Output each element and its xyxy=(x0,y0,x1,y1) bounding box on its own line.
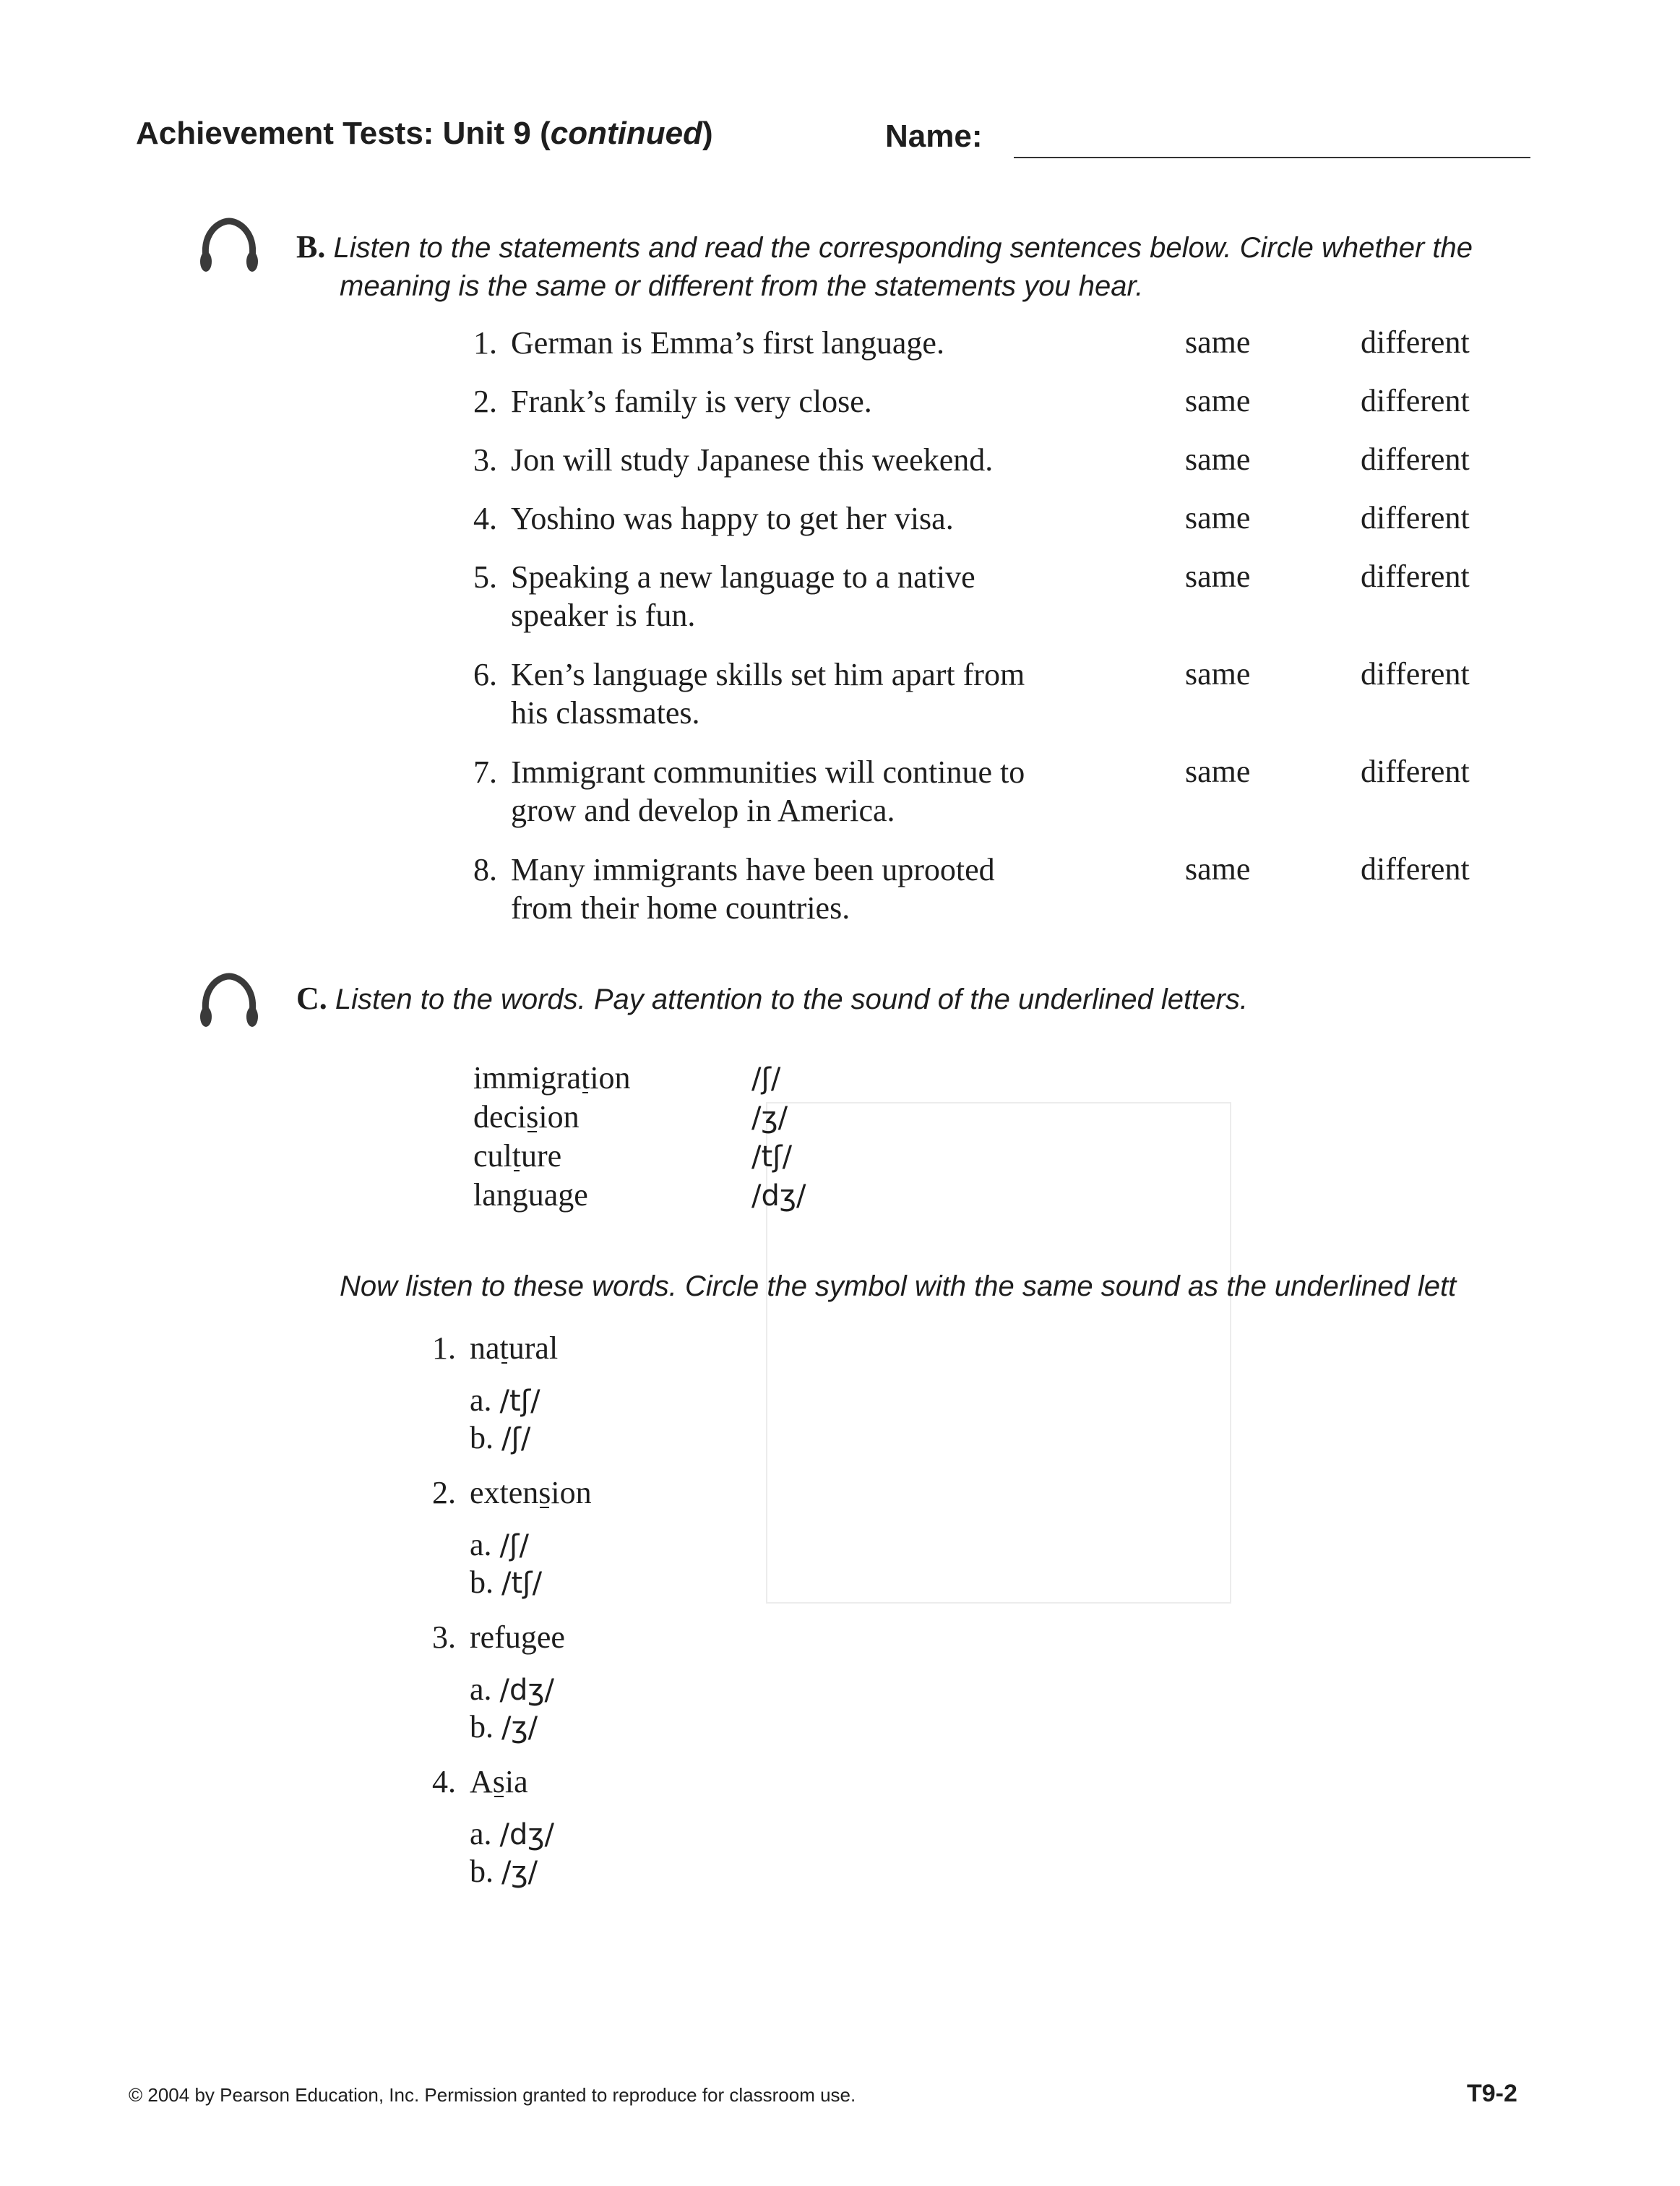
list-item xyxy=(473,753,1124,830)
option-b[interactable] xyxy=(470,1419,530,1456)
same-option[interactable]: same xyxy=(1185,559,1251,594)
bleed-through-box xyxy=(766,1102,1231,1604)
same-option[interactable]: same xyxy=(1185,500,1251,535)
option-symbol: /tʃ/ xyxy=(501,1567,543,1600)
item-text-cont: grow and develop in America. xyxy=(511,793,895,828)
word-part: ure xyxy=(521,1138,562,1174)
item-text-cont: from their home countries. xyxy=(511,890,850,926)
name-field-line[interactable] xyxy=(1014,157,1530,158)
item-number: 6. xyxy=(473,657,497,692)
word-part: A xyxy=(470,1764,493,1799)
item-number: 8. xyxy=(473,852,497,887)
same-option[interactable]: same xyxy=(1185,656,1251,692)
option-symbol: /tʃ/ xyxy=(499,1385,540,1418)
word-part: ion xyxy=(551,1475,592,1510)
item-text: Speaking a new language to a native xyxy=(511,559,975,595)
question-number: 1. xyxy=(432,1330,456,1366)
option-label: a. xyxy=(470,1671,492,1707)
example-word xyxy=(473,1059,631,1096)
option-label: b. xyxy=(470,1565,494,1600)
phonetic-symbol: /tʃ/ xyxy=(751,1140,793,1174)
option-symbol: /ʒ/ xyxy=(501,1711,538,1744)
item-number: 3. xyxy=(473,442,497,478)
underlined-letter: t xyxy=(512,1138,521,1174)
option-b[interactable] xyxy=(470,1853,538,1890)
option-a[interactable] xyxy=(470,1815,554,1852)
word-part: ion xyxy=(538,1099,580,1135)
option-symbol: /ʒ/ xyxy=(501,1856,538,1889)
option-label: a. xyxy=(470,1816,492,1851)
list-item xyxy=(473,851,1124,927)
item-text: Frank’s family is very close. xyxy=(511,384,872,419)
item-text: Immigrant communities will continue to xyxy=(511,754,1025,790)
page-number: T9-2 xyxy=(1467,2080,1517,2107)
page-title xyxy=(136,116,713,152)
item-text: German is Emma’s first language. xyxy=(511,325,944,361)
section-b-instruction xyxy=(296,228,1473,267)
question-number: 2. xyxy=(432,1475,456,1510)
underlined-letter: s xyxy=(492,1764,505,1799)
phonetic-symbol: /dʒ/ xyxy=(751,1179,806,1213)
different-option[interactable]: different xyxy=(1361,324,1470,360)
different-option[interactable]: different xyxy=(1361,383,1470,418)
different-option[interactable]: different xyxy=(1361,442,1470,477)
option-a[interactable] xyxy=(470,1382,540,1419)
word-part: exten xyxy=(470,1475,539,1510)
section-b-letter: B. xyxy=(296,229,326,264)
section-b-instruction-line1: Listen to the statements and read the corresponding sentences below. Circle whether the xyxy=(333,232,1473,264)
item-text: Jon will study Japanese this weekend. xyxy=(511,442,994,478)
example-word xyxy=(473,1098,580,1135)
same-option[interactable]: same xyxy=(1185,754,1251,789)
question-number: 4. xyxy=(432,1764,456,1799)
copyright-footer: © 2004 by Pearson Education, Inc. Permission granted to reproduce for classroom use. xyxy=(129,2084,856,2106)
same-option[interactable]: same xyxy=(1185,383,1251,418)
word-part: ural xyxy=(508,1330,559,1366)
phonetic-symbol: /ʒ/ xyxy=(751,1101,788,1135)
section-c-letter: C. xyxy=(296,981,327,1016)
underlined-letter: t xyxy=(499,1330,509,1366)
word-part: deci xyxy=(473,1099,527,1135)
option-symbol: /dʒ/ xyxy=(499,1674,554,1707)
question-word xyxy=(432,1763,528,1800)
section-b-instruction-line2: meaning is the same or different from the statements you hear. xyxy=(340,270,1144,302)
word-part: g xyxy=(558,1177,574,1213)
list-item xyxy=(473,382,1124,421)
option-label: b. xyxy=(470,1709,494,1744)
title-continued: continued xyxy=(550,116,702,151)
name-label: Name: xyxy=(885,119,983,154)
underlined-letter: s xyxy=(526,1099,539,1135)
underlined-letter: s xyxy=(538,1475,551,1510)
different-option[interactable]: different xyxy=(1361,851,1470,887)
question-word xyxy=(432,1619,565,1656)
item-number: 5. xyxy=(473,559,497,595)
option-a[interactable] xyxy=(470,1526,529,1563)
option-label: a. xyxy=(470,1382,492,1418)
word-part: ee xyxy=(536,1619,565,1655)
list-item xyxy=(473,655,1124,732)
different-option[interactable]: different xyxy=(1361,656,1470,692)
list-item xyxy=(473,558,1124,634)
word-part: ia xyxy=(504,1764,528,1799)
item-number: 2. xyxy=(473,384,497,419)
example-word xyxy=(473,1176,588,1213)
section-c-instruction xyxy=(296,980,1248,1018)
item-number: 4. xyxy=(473,501,497,536)
option-symbol: /ʃ/ xyxy=(501,1422,531,1455)
option-a[interactable] xyxy=(470,1671,554,1708)
question-number: 3. xyxy=(432,1619,456,1655)
option-b[interactable] xyxy=(470,1564,542,1601)
different-option[interactable]: different xyxy=(1361,500,1470,535)
underlined-letter: t xyxy=(581,1060,590,1096)
word-part: immigra xyxy=(473,1060,582,1096)
title-main: Achievement Tests: Unit 9 ( xyxy=(136,116,551,151)
headphones-icon xyxy=(197,217,262,275)
example-word xyxy=(473,1137,561,1174)
option-label: b. xyxy=(470,1420,494,1455)
section-c-instruction-text: Listen to the words. Pay attention to the sound of the underlined letters. xyxy=(335,984,1248,1015)
word-part: ion xyxy=(590,1060,631,1096)
list-item xyxy=(473,499,1124,538)
phonetic-symbol: /ʃ/ xyxy=(751,1062,781,1096)
list-item xyxy=(473,324,1124,362)
item-text: Yoshino was happy to get her visa. xyxy=(511,501,954,536)
word-part: refu xyxy=(470,1619,521,1655)
option-symbol: /ʃ/ xyxy=(499,1529,529,1562)
word-part: e xyxy=(574,1177,588,1213)
item-number: 1. xyxy=(473,325,497,361)
same-option[interactable]: same xyxy=(1185,442,1251,477)
different-option[interactable]: different xyxy=(1361,754,1470,789)
headphones-icon xyxy=(197,972,262,1030)
word-part: cul xyxy=(473,1138,512,1174)
word-part: na xyxy=(470,1330,500,1366)
word-part: g xyxy=(520,1619,537,1655)
item-number: 7. xyxy=(473,754,497,790)
now-instruction: Now listen to these words. Circle the symbol with the same sound as the underlined lett xyxy=(340,1270,1457,1302)
item-text-cont: his classmates. xyxy=(511,695,700,731)
same-option[interactable]: same xyxy=(1185,851,1251,887)
option-label: b. xyxy=(470,1854,494,1889)
option-b[interactable] xyxy=(470,1708,538,1745)
same-option[interactable]: same xyxy=(1185,324,1251,360)
list-item xyxy=(473,441,1124,479)
option-symbol: /dʒ/ xyxy=(499,1818,554,1851)
different-option[interactable]: different xyxy=(1361,559,1470,594)
option-label: a. xyxy=(470,1527,492,1562)
item-text-cont: speaker is fun. xyxy=(511,598,696,633)
item-text: Many immigrants have been uprooted xyxy=(511,852,995,887)
title-close: ) xyxy=(702,116,713,151)
item-text: Ken’s language skills set him apart from xyxy=(511,657,1025,692)
question-word xyxy=(432,1474,592,1511)
question-word xyxy=(432,1330,558,1367)
word-part: langua xyxy=(473,1177,559,1213)
